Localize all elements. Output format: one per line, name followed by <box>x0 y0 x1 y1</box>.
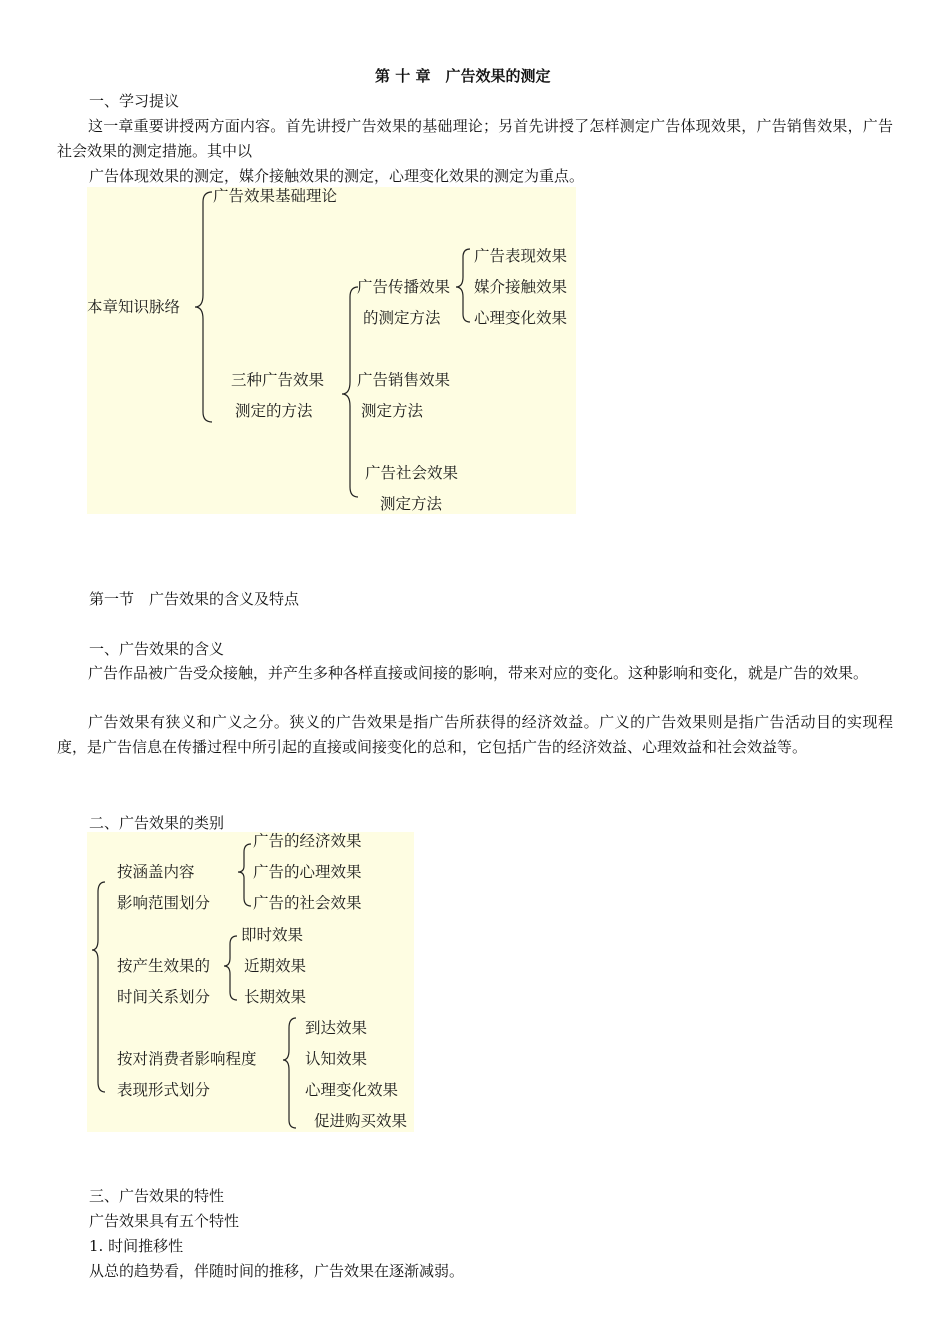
social-effect-label: 广告社会效果 <box>365 464 459 482</box>
trait1-text: 从总的趋势看，伴随时间的推移，广告效果在逐渐减弱。 <box>89 1262 465 1280</box>
types-heading: 二、广告效果的类别 <box>89 814 225 832</box>
knowledge-map-diagram <box>87 187 576 514</box>
social-effect-label-2: 测定方法 <box>380 495 443 513</box>
psychological-effect-label: 广告的心理效果 <box>253 863 362 881</box>
section-title: 第一节 广告效果的含义及特点 <box>89 590 300 608</box>
meaning-paragraph-2: 广告效果有狭义和广义之分。狭义的广告效果是指广告所获得的经济效益。广义的广告效果则是指广告活动目的实现程度，是广告信息在传播过程中所引起的直接或间接变化的总和，它包括广告的经济效益、心理效益和社会效益等。 <box>57 713 893 756</box>
long-term-effect-label: 长期效果 <box>244 988 307 1006</box>
study-heading: 一、学习提议 <box>89 92 180 110</box>
study-paragraph-continued: 广告体现效果的测定，媒介接触效果的测定，心理变化效果的测定为重点。 <box>89 167 585 185</box>
trait1-title: 1. 时间推移性 <box>89 1237 184 1255</box>
comm-effect-label-2: 的测定方法 <box>363 309 441 327</box>
group1-label-2: 影响范围划分 <box>117 894 211 912</box>
economic-effect-label: 广告的经济效果 <box>253 832 362 850</box>
cognition-effect-label: 认知效果 <box>305 1050 368 1068</box>
purchase-effect-label: 促进购买效果 <box>314 1112 408 1130</box>
express-effect-label: 广告表现效果 <box>474 247 568 265</box>
root-label: 本章知识脉络 <box>87 298 181 316</box>
basic-theory-label: 广告效果基础理论 <box>213 187 338 205</box>
traits-heading: 三、广告效果的特性 <box>89 1187 225 1205</box>
group2-label-2: 时间关系划分 <box>117 988 211 1006</box>
group2-label: 按产生效果的 <box>117 957 211 975</box>
knowledge-map-brackets <box>87 187 576 514</box>
short-term-effect-label: 近期效果 <box>244 957 307 975</box>
sales-effect-label: 广告销售效果 <box>357 371 451 389</box>
immediate-effect-label: 即时效果 <box>241 926 304 944</box>
sales-effect-label-2: 测定方法 <box>361 402 424 420</box>
comm-effect-label: 广告传播效果 <box>357 278 451 296</box>
study-paragraph: 这一章重要讲授两方面内容。首先讲授广告效果的基础理论；另首先讲授了怎样测定广告体现效果，广告销售效果，广告社会效果的测定措施。其中以 <box>57 117 893 160</box>
social-effect-label: 广告的社会效果 <box>253 894 362 912</box>
effect-types-diagram <box>87 832 414 1132</box>
psych-effect-label: 心理变化效果 <box>474 309 568 327</box>
reach-effect-label: 到达效果 <box>305 1019 368 1037</box>
group3-label: 按对消费者影响程度 <box>117 1050 257 1068</box>
three-methods-label-2: 测定的方法 <box>235 402 313 420</box>
mind-change-effect-label: 心理变化效果 <box>305 1081 399 1099</box>
traits-intro: 广告效果具有五个特性 <box>89 1212 240 1230</box>
group3-label-2: 表现形式划分 <box>117 1081 211 1099</box>
meaning-heading: 一、广告效果的含义 <box>89 640 225 658</box>
meaning-paragraph-1: 广告作品被广告受众接触，并产生多种各样直接或间接的影响，带来对应的变化。这种影响和变化，就是广告的效果。 <box>88 664 869 682</box>
media-effect-label: 媒介接触效果 <box>474 278 568 296</box>
chapter-title: 第 十 章 广告效果的测定 <box>375 67 551 85</box>
group1-label: 按涵盖内容 <box>117 863 195 881</box>
three-methods-label: 三种广告效果 <box>231 371 325 389</box>
